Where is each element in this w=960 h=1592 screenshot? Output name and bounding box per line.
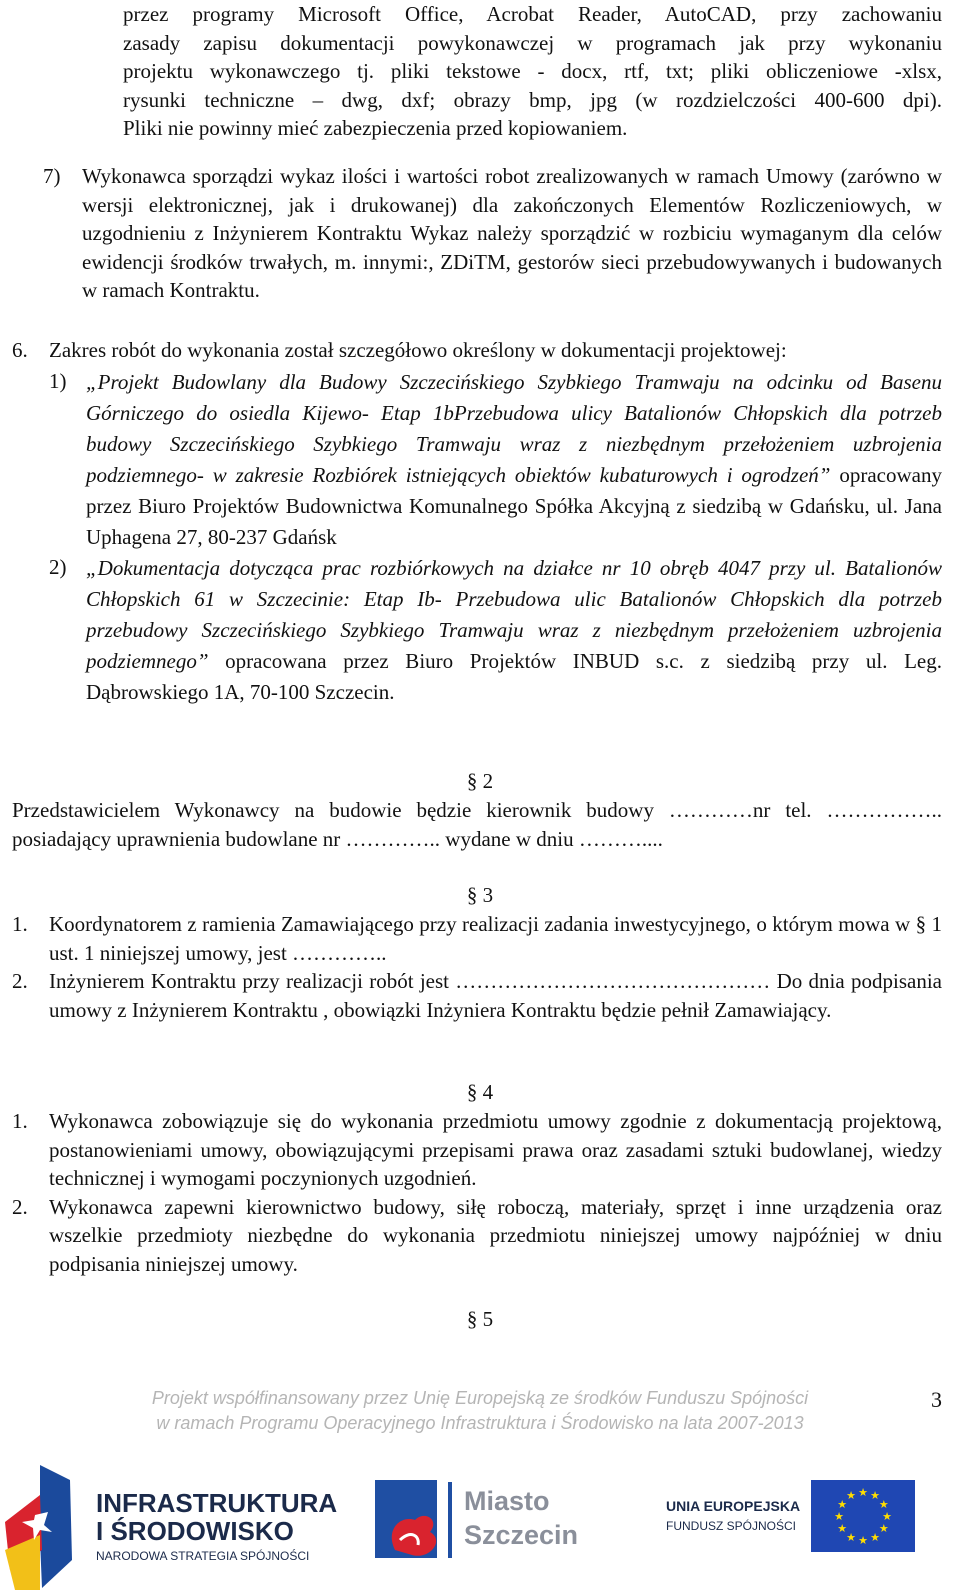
eu-star: ★ [858,1535,868,1547]
item-number: 7) [43,164,61,188]
eu-star: ★ [846,1490,856,1503]
funding-logos [0,1460,960,1592]
eu-star: ★ [837,1499,848,1511]
eu-line1: UNIA EUROPEJSKA [666,1498,801,1514]
point-6 [12,336,942,708]
list-item [12,910,942,967]
point-6-intro [12,336,942,365]
eu-star: ★ [878,1523,889,1535]
ois-line3: NARODOWA STRATEGIA SPÓJNOŚCI [96,1549,310,1563]
szczecin-logo [375,1480,578,1558]
document-title: „Projekt Budowlany dla Budowy Szczecińskiego Szybkiego Tramwaju na odcinku od Basenu Górniczego do osiedla Kijewo- Etap 1bPrzebudowa ulicy Batalionów Chłopskich dla potrzeb budowy Szczecińskiego Szybkiego Tramwaju wraz z niezbędnym przełożeniem uzbrojenia podziemnego- w zakresie Rozbiórek istniejących obiektów kubaturowych i ogrodzeń” [86,369,942,487]
footer-line-1: Projekt współfinansowany przez Unię Europejską ze środków Funduszu Spójności [151,1388,809,1408]
item-text: Wykonawca zapewni kierownictwo budowy, siłę roboczą, materiały, sprzęt i inne urządzenia oraz wszelkie przedmioty niezbędne do wykonania przedmiotu niniejszej umowy najpóźniej w dniu podpisania niniejszej umowy. [49,1194,942,1276]
eu-star: ★ [870,1490,880,1503]
eu-star: ★ [870,1531,880,1544]
section-3-list [12,910,942,1024]
item-number: 2. [12,1194,28,1219]
top-line: Pliki nie powinny mieć zabezpieczenia przed kopiowaniem. [123,116,628,140]
city-line1: Miasto [464,1486,550,1516]
item-text: Koordynatorem z ramienia Zamawiającego przy realizacji zadania inwestycyjnego, o którym mowa w § 1 ust. 1 niniejszej umowy, jest ………….. [49,912,942,965]
eu-line2: FUNDUSZ SPÓJNOŚCI [666,1519,797,1533]
section-5-heading: § 5 [466,1307,494,1331]
section-4-list [12,1107,942,1278]
top-paragraph [123,0,942,143]
item-number: 2) [49,554,67,579]
page-number: 3 [931,1387,942,1412]
item-7 [43,162,942,305]
item-text: Inżynierem Kontraktu przy realizacji robót jest ……………………………………… Do dnia podpisania umowy z Inżynierem Kontraktu , obowiązki Inżyniera Kontraktu będzie pełnił Zamawiający. [49,969,942,1022]
top-line: przez programy Microsoft Office, Acrobat Reader, AutoCAD, przy zachowaniu [123,2,942,26]
ois-line2: I ŚRODOWISKO [96,1516,294,1546]
infrastruktura-logo [5,1465,337,1590]
document-author: opracowana przez Biuro Projektów INBUD s.c. z siedzibą przy ul. Leg. Dąbrowskiego 1A, 70-100 Szczecin. [86,648,942,704]
item-text: Wykonawca sporządzi wykaz ilości i wartości robot zrealizowanych w ramach Umowy (zarówno w wersji elektronicznej, jak i drukowanej) dla zakończonych Elementów Rozliczeniowych, w uzgodnieniu z Inżynierem Kontraktu Wykaz należy sporządzić w rozbiciu wymaganym dla celów ewidencji środków trwałych, m. innymi:, ZDiTM, gestorów sieci przebudowywanych i budowanych w ramach Kontraktu. [82,164,942,302]
list-item [12,1193,942,1279]
item-text [86,553,942,708]
city-line2: Szczecin [464,1520,579,1550]
document-title: „Dokumentacja dotycząca prac rozbiórkowych na działce nr 10 obręb 4047 przy ul. Batalionów Chłopskich 61 w Szczecinie: Etap Ib- Przebudowa ulic Batalionów Chłopskich dla potrzeb przebudowy Szczecińskiego Szybkiego Tramwaju wraz z niezbędnym przełożeniem uzbrojenia podziemnego” [86,555,942,673]
top-line: zasady zapisu dokumentacji powykonawczej w programach jak przy wykonaniu [123,30,942,55]
eu-star: ★ [878,1499,889,1511]
section-4-heading: § 4 [466,1080,494,1104]
item-number: 2. [12,969,28,993]
item-number: 1. [12,912,28,936]
top-line: rysunki techniczne – dwg, dxf; obrazy bmp, jpg (w rozdzielczości 400-600 dpi). [123,87,942,112]
section-2-text: Przedstawicielem Wykonawcy na budowie będzie kierownik budowy …………nr tel. …………….. posiadający uprawnienia budowlane nr ………….. wydane w dniu ……….... [12,798,942,851]
section-2-heading: § 2 [466,769,494,793]
eu-star: ★ [837,1523,848,1535]
ois-line1: INFRASTRUKTURA [96,1488,338,1518]
eu-logo [666,1480,915,1552]
item-number: 1. [12,1109,28,1133]
eu-star: ★ [834,1511,844,1523]
item-text [86,367,942,553]
eu-star: ★ [846,1531,856,1544]
list-item [12,1107,942,1193]
szczecin-divider [448,1482,452,1558]
item-number: 1) [49,368,67,393]
list-item [12,967,942,1024]
top-line: projektu wykonawczego tj. pliki tekstowe - docx, rtf, txt; pliki obliczeniowe -xlsx, [123,59,942,83]
section-3-heading: § 3 [466,883,494,907]
point-number: 6. [12,338,28,362]
footer-line-2: w ramach Programu Operacyjnego Infrastruktura i Środowisko na lata 2007-2013 [156,1413,804,1433]
document-item-1 [49,367,942,553]
point-text: Zakres robót do wykonania został szczegółowo określony w dokumentacji projektowej: [49,338,787,362]
document-item-2 [49,553,942,708]
item-text: Wykonawca zobowiązuje się do wykonania przedmiotu umowy zgodnie z dokumentacją projektową, postanowieniami umowy, obowiązującymi przepisami prawa oraz zasadami sztuki budowlanej, wiedzy technicznej i wymogami poczynionych uzgodnień. [49,1109,942,1190]
eu-star: ★ [882,1511,892,1523]
document-author: opracowany przez Biuro Projektów Budownictwa Komunalnego Spółka Akcyjną z siedzibą w Gdańsku, ul. Jana Uphagena 27, 80-237 Gdańsk [86,462,942,549]
eu-star: ★ [858,1487,868,1499]
